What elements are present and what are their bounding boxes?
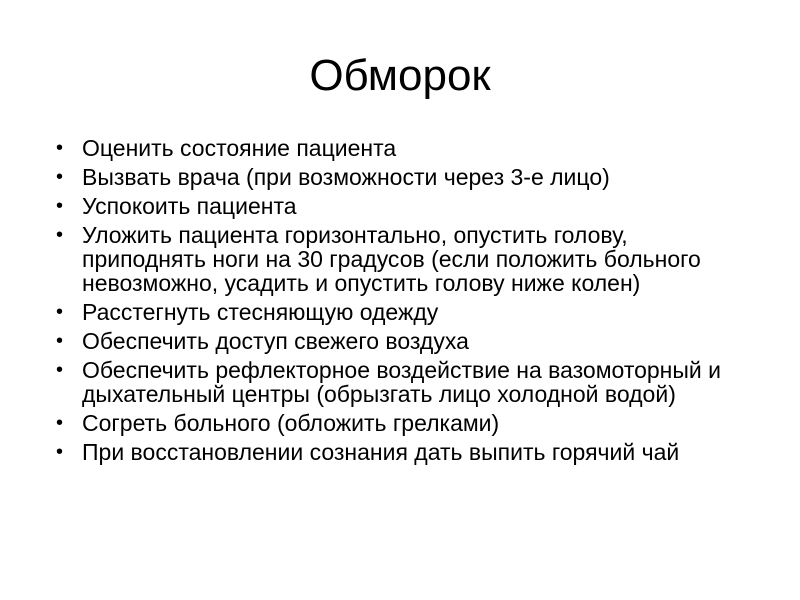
list-item-text: При восстановлении сознания дать выпить горячий чай [82,439,680,465]
bullet-icon: • [56,301,64,323]
list-item-text: Вызвать врача (при возможности через 3-е лицо) [82,164,610,190]
list-item [56,223,756,295]
list-item-text: Обеспечить рефлекторное воздействие на вазомоторный и дыхательный центры (обрызгать лицо холодной водой) [82,357,721,407]
list-item-text: Обеспечить доступ свежего воздуха [82,328,469,354]
list-item [56,440,756,464]
slide-title: Обморок [309,51,491,100]
bullet-icon: • [56,224,64,246]
bullet-icon: • [56,330,64,352]
list-item-text: Оценить состояние пациента [82,135,397,161]
bullet-icon: • [56,195,64,217]
bullet-icon: • [56,359,64,381]
bullet-icon: • [56,441,64,463]
list-item-text: Согреть больного (обложить грелками) [82,410,500,436]
bullet-icon: • [56,137,64,159]
list-item-text: Успокоить пациента [82,193,297,219]
list-item [56,136,756,160]
list-item [56,329,756,353]
list-item [56,300,756,324]
list-item [56,411,756,435]
bullet-list [56,136,756,469]
bullet-icon: • [56,166,64,188]
list-item [56,358,756,406]
bullet-icon: • [56,412,64,434]
list-item-text: Расстегнуть стесняющую одежду [82,299,439,325]
list-item [56,165,756,189]
list-item-text: Уложить пациента горизонтально, опустить голову, приподнять ноги на 30 градусов (если положить больного невозможно, усадить и опустить голову ниже колен) [82,222,701,296]
list-item [56,194,756,218]
